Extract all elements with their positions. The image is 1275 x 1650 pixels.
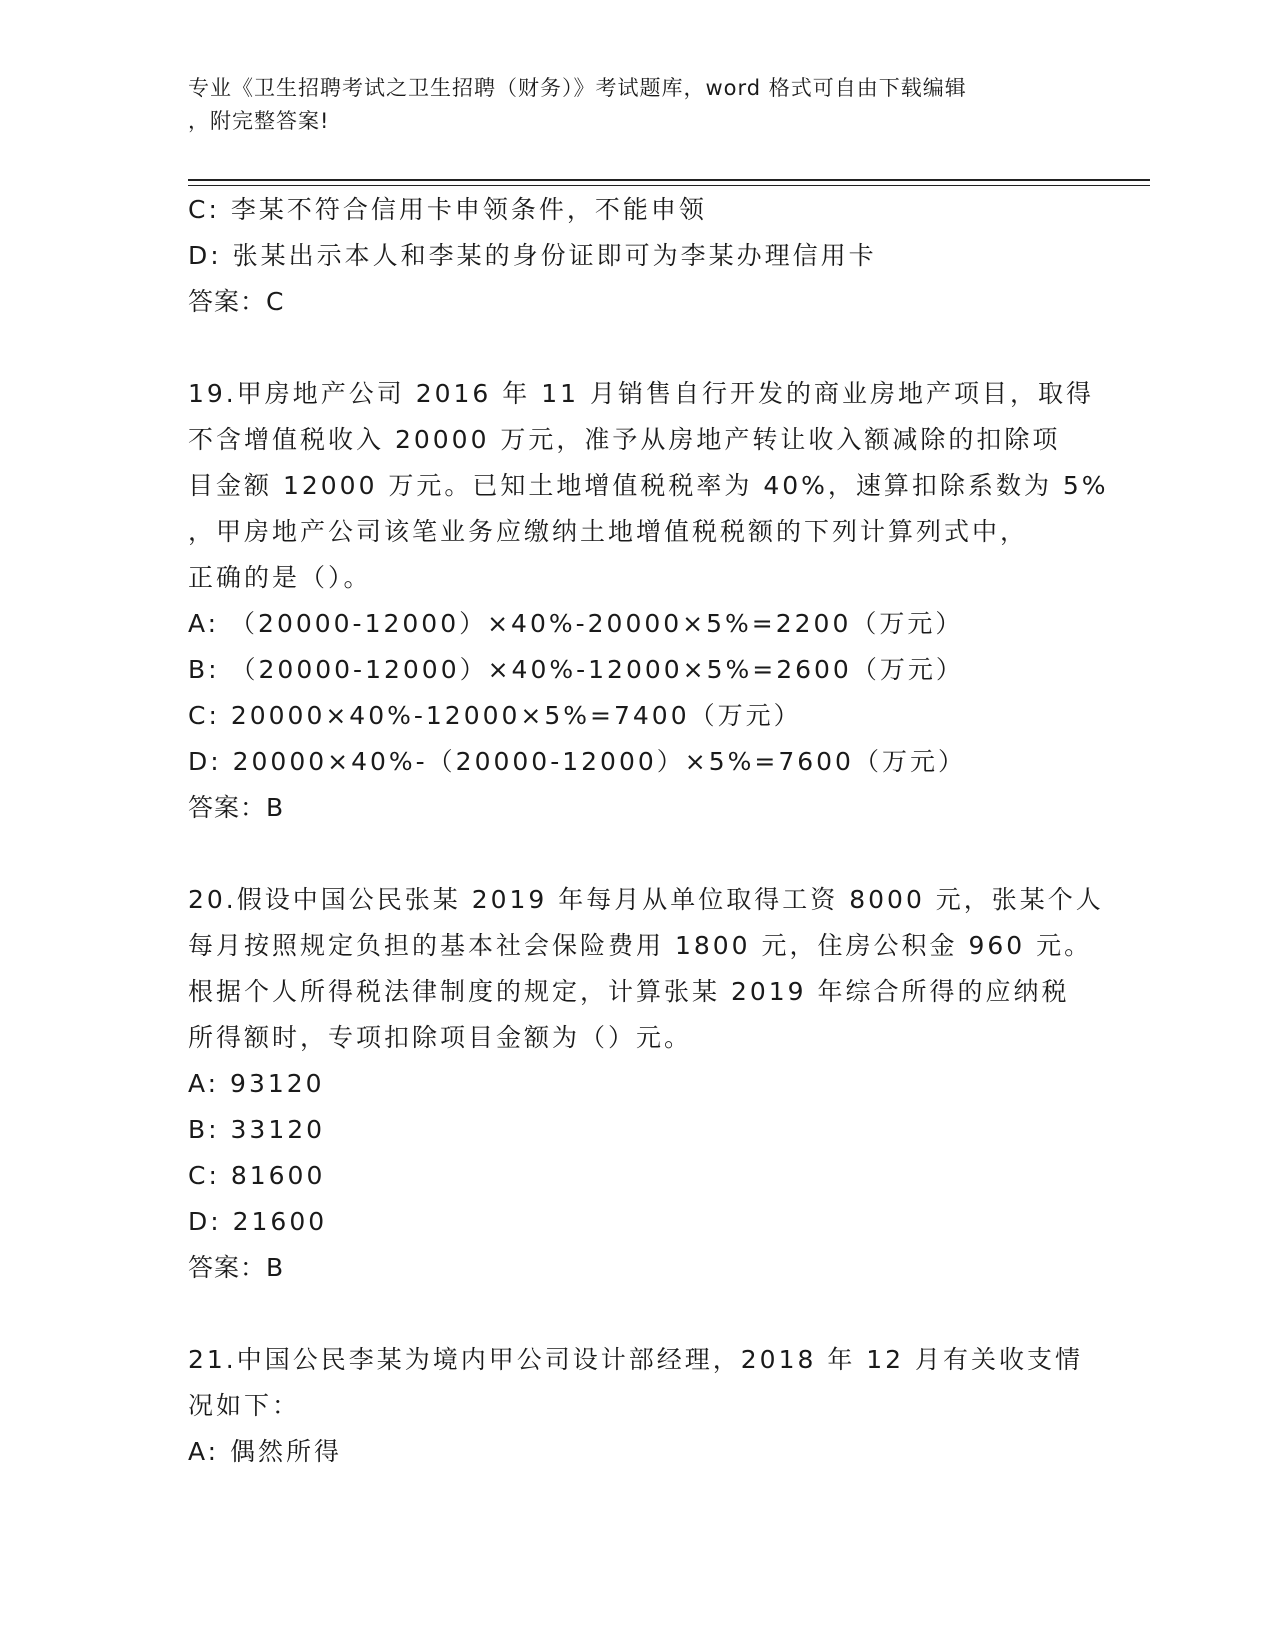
option-a: A: 93120 <box>188 1069 325 1098</box>
option-a: A: 偶然所得 <box>188 1437 343 1466</box>
question-18-tail <box>188 187 1088 325</box>
question-21 <box>188 1337 1088 1475</box>
question-stem-line: 目金额 12000 万元。已知土地增值税税率为 40%，速算扣除系数为 5% <box>188 471 1109 500</box>
header-divider-thin <box>188 185 1150 186</box>
option-d: D: 20000×40%-（20000-12000）×5%=7600（万元） <box>188 747 966 776</box>
question-stem-line: 19.甲房地产公司 2016 年 11 月销售自行开发的商业房地产项目，取得 <box>188 379 1094 408</box>
spacer <box>188 325 1088 371</box>
option-b: B: 33120 <box>188 1115 326 1144</box>
question-20 <box>188 877 1104 1291</box>
answer-line: 答案：C <box>188 287 285 316</box>
answer-line: 答案：B <box>188 793 285 822</box>
option-c: C: 李某不符合信用卡申领条件，不能申领 <box>188 195 707 224</box>
question-19 <box>188 371 1109 831</box>
spacer <box>188 831 1088 877</box>
question-stem-line: 根据个人所得税法律制度的规定，计算张某 2019 年综合所得的应纳税 <box>188 977 1070 1006</box>
question-stem-line: 21.中国公民李某为境内甲公司设计部经理，2018 年 12 月有关收支情 <box>188 1345 1084 1374</box>
option-d: D: 张某出示本人和李某的身份证即可为李某办理信用卡 <box>188 241 877 270</box>
header-divider-thick <box>188 179 1150 181</box>
document-body <box>188 187 1109 1475</box>
header-line-2: ，附完整答案! <box>188 109 330 133</box>
document-header <box>188 72 1088 138</box>
option-b: B: （20000-12000）×40%-12000×5%=2600（万元） <box>188 655 964 684</box>
question-stem-line: 20.假设中国公民张某 2019 年每月从单位取得工资 8000 元，张某个人 <box>188 885 1104 914</box>
question-stem-line: 况如下： <box>188 1391 301 1420</box>
question-stem-line: 每月按照规定负担的基本社会保险费用 1800 元，住房公积金 960 元。 <box>188 931 1093 960</box>
option-c: C: 20000×40%-12000×5%=7400（万元） <box>188 701 802 730</box>
option-a: A: （20000-12000）×40%-20000×5%=2200（万元） <box>188 609 964 638</box>
option-c: C: 81600 <box>188 1161 326 1190</box>
spacer <box>188 1291 1088 1337</box>
question-stem-line: 正确的是（）。 <box>188 563 372 592</box>
answer-line: 答案：B <box>188 1253 285 1282</box>
question-stem-line: 不含增值税收入 20000 万元，准予从房地产转让收入额减除的扣除项 <box>188 425 1061 454</box>
question-stem-line: ，甲房地产公司该笔业务应缴纳土地增值税税额的下列计算列式中， <box>188 517 1029 546</box>
header-line-1: 专业《卫生招聘考试之卫生招聘（财务）》考试题库，word 格式可自由下载编辑 <box>188 76 967 100</box>
option-d: D: 21600 <box>188 1207 328 1236</box>
question-stem-line: 所得额时，专项扣除项目金额为（）元。 <box>188 1023 693 1052</box>
